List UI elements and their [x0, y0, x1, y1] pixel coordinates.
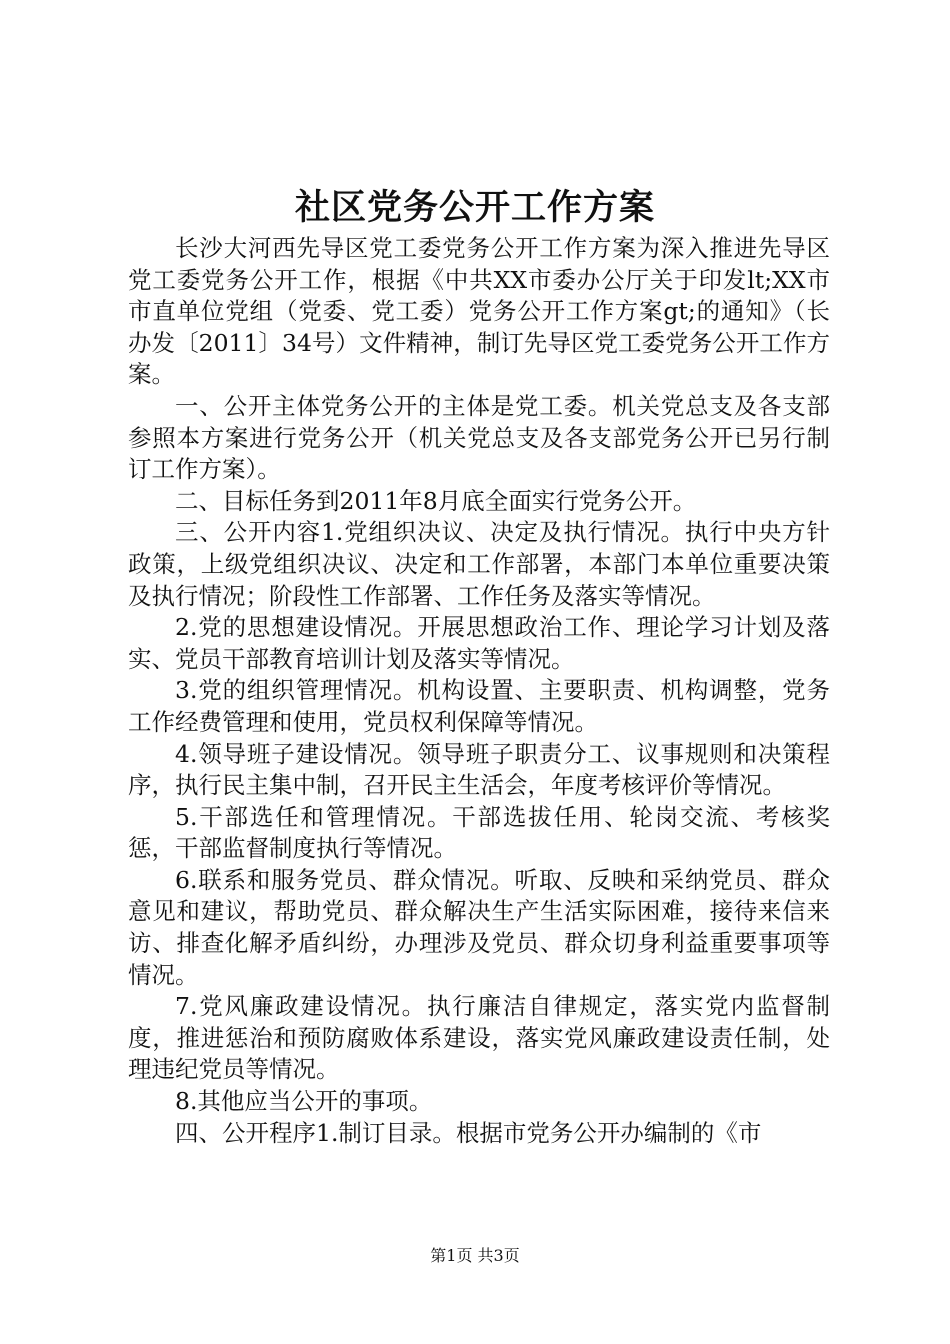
paragraph: 8.其他应当公开的事项。 — [175, 1087, 433, 1116]
paragraph: 三、公开内容1.党组织决议、决定及执行情况。执行中央方针政策，上级党组织决议、决定和工作部署，本部门本单位重要决策及执行情况；阶段性工作部署、工作任务及落实等情况。 — [128, 518, 830, 610]
page-number-footer: 第1页 共3页 — [430, 1246, 520, 1265]
document-title: 社区党务公开工作方案 — [294, 187, 655, 228]
document-body — [128, 233, 830, 1149]
paragraph: 6.联系和服务党员、群众情况。听取、反映和采纳党员、群众意见和建议，帮助党员、群众解决生产生活实际困难，接待来信来访、排查化解矛盾纠纷，办理涉及党员、群众切身利益重要事项等情况。 — [128, 865, 830, 989]
paragraph: 二、目标任务到2011年8月底全面实行党务公开。 — [175, 486, 697, 515]
paragraph: 2.党的思想建设情况。开展思想政治工作、理论学习计划及落实、党员干部教育培训计划及落实等情况。 — [128, 613, 830, 673]
paragraph: 四、公开程序1.制订目录。根据市党务公开办编制的《市 — [175, 1118, 762, 1147]
paragraph: 一、公开主体党务公开的主体是党工委。机关党总支及各支部参照本方案进行党务公开（机关党总支及各支部党务公开已另行制订工作方案）。 — [128, 391, 830, 484]
paragraph: 3.党的组织管理情况。机构设置、主要职责、机构调整，党务工作经费管理和使用，党员权利保障等情况。 — [128, 676, 830, 736]
paragraph: 长沙大河西先导区党工委党务公开工作方案为深入推进先导区党工委党务公开工作，根据《中共XX市委办公厅关于印发lt;XX市市直单位党组（党委、党工委）党务公开工作方案gt;的通知》（长办发〔2011〕34号）文件精神，制订先导区党工委党务公开工作方案。 — [128, 234, 830, 389]
paragraph: 4.领导班子建设情况。领导班子职责分工、议事规则和决策程序，执行民主集中制，召开民主生活会，年度考核评价等情况。 — [128, 739, 830, 800]
paragraph: 5.干部选任和管理情况。干部选拔任用、轮岗交流、考核奖惩，干部监督制度执行等情况。 — [128, 802, 830, 863]
paragraph: 7.党风廉政建设情况。执行廉洁自律规定，落实党内监督制度，推进惩治和预防腐败体系建设，落实党风廉政建设责任制，处理违纪党员等情况。 — [128, 992, 830, 1084]
